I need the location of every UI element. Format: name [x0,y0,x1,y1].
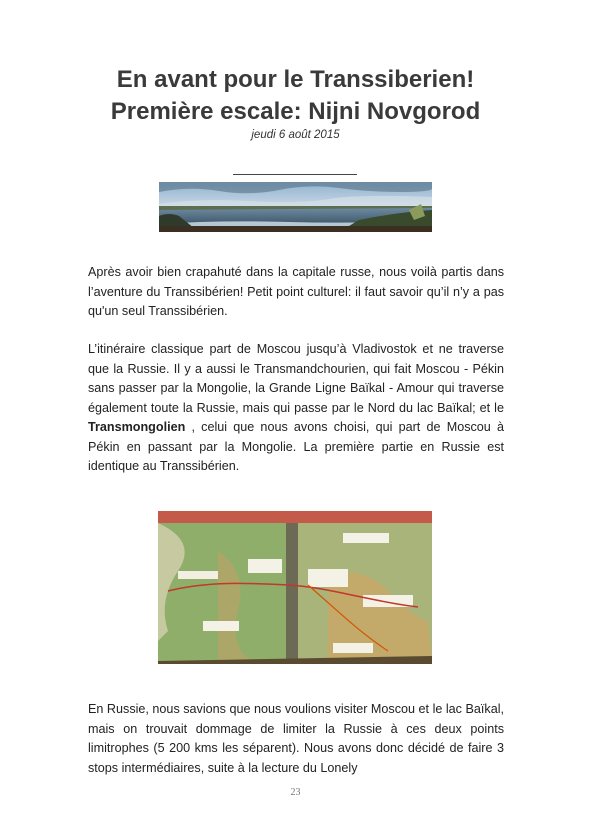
page-number: 23 [290,787,301,798]
map-photo [158,511,432,664]
bold-term-transmongolien: Transmongolien [88,420,186,434]
post-date: jeudi 6 août 2015 [251,129,340,141]
divider [233,174,357,175]
panorama-photo [159,182,432,232]
page-title: En avant pour le Transsiberien! [116,66,475,93]
paragraph-itineraries [88,340,504,477]
paragraph-intro: Après avoir bien crapahuté dans la capitale russe, nous voilà partis dans l’aventure du Transsibérien! Petit point culturel: il faut savoir qu’il n’y a pas qu'un seul Transsibérien. [88,265,504,318]
paragraph-itineraries-text: L’itinéraire classique part de Moscou jusqu’à Vladivostok et ne traverse que la Russie. Il y a aussi le Transmandchourien, qui fait Moscou - Pékin sans passer par la Mongolie, la Grande Ligne Baïkal - Amour qui traverse également toute la Russie, mais qui passe par le Nord du lac Baïkal; et le [88,342,504,415]
paragraph-itineraries-text-end: , celui que nous avons choisi, qui part de Moscou à Pékin en passant par la Mongolie. La première partie en Russie est identique au Transsibérien. [88,420,504,473]
paragraph-plan: En Russie, nous savions que nous voulions visiter Moscou et le lac Baïkal, mais on trouvait dommage de limiter la Russie à ces deux points limitrophes (5 200 kms les séparent). Nous avons donc décidé de faire 3 stops intermédiaires, suite à la lecture du Lonely [88,702,504,775]
page-subtitle: Première escale: Nijni Novgorod [110,98,481,125]
